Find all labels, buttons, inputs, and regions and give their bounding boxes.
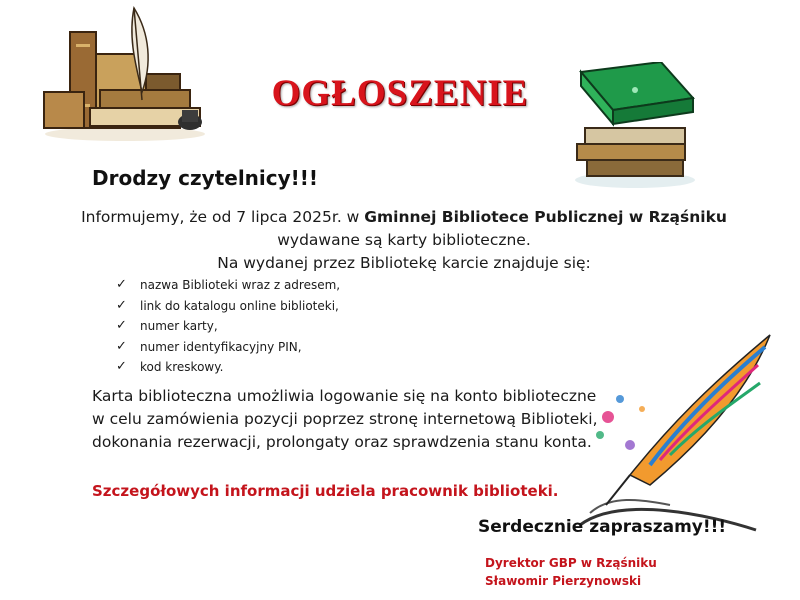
invitation-text: Serdecznie zapraszamy!!! [478,517,727,537]
list-item: ✓ numer identyfikacyjny PIN, [116,337,340,358]
library-name: Gminnej Bibliotece Publicznej w Rząśniku [364,208,727,226]
checkmark-icon: ✓ [116,277,127,292]
director-signature [485,554,657,590]
card-features-list [116,275,340,378]
checkmark-icon: ✓ [116,338,127,354]
announcement-title: OGŁOSZENIE [271,73,529,114]
intro-line-2: wydawane są karty biblioteczne. [277,231,531,249]
details-notice: Szczegółowych informacji udziela pracownik biblioteki. [92,482,559,500]
paragraph-line: Karta biblioteczna umożliwia logowanie się na konto biblioteczne [92,387,597,405]
paragraph-line: w celu zamówienia pozycji poprzez stronę internetową Biblioteki, [92,410,598,428]
card-usage-paragraph [92,385,598,454]
checkmark-icon: ✓ [116,318,127,333]
paragraph-line: dokonania rezerwacji, prolongaty oraz sprawdzenia stanu konta. [92,433,592,451]
checkmark-icon: ✓ [116,297,127,313]
list-item: ✓ link do katalogu online biblioteki, [116,296,340,317]
intro-lead: Informujemy, że od 7 lipca 2025r. w [81,208,360,226]
greeting-heading: Drodzy czytelnicy!!! [92,166,319,190]
checkmark-icon: ✓ [116,359,127,374]
intro-block [0,206,800,275]
intro-line-1 [8,206,800,229]
list-item: ✓ numer karty, [116,316,340,337]
signature-title: Dyrektor GBP w Rząśniku [485,556,657,570]
list-item: ✓ nazwa Biblioteki wraz z adresem, [116,275,340,296]
signature-name: Sławomir Pierzynowski [485,574,642,588]
intro-line-3: Na wydanej przez Bibliotekę karcie znajduje się: [217,254,591,272]
list-item: ✓ kod kreskowy. [116,357,340,378]
